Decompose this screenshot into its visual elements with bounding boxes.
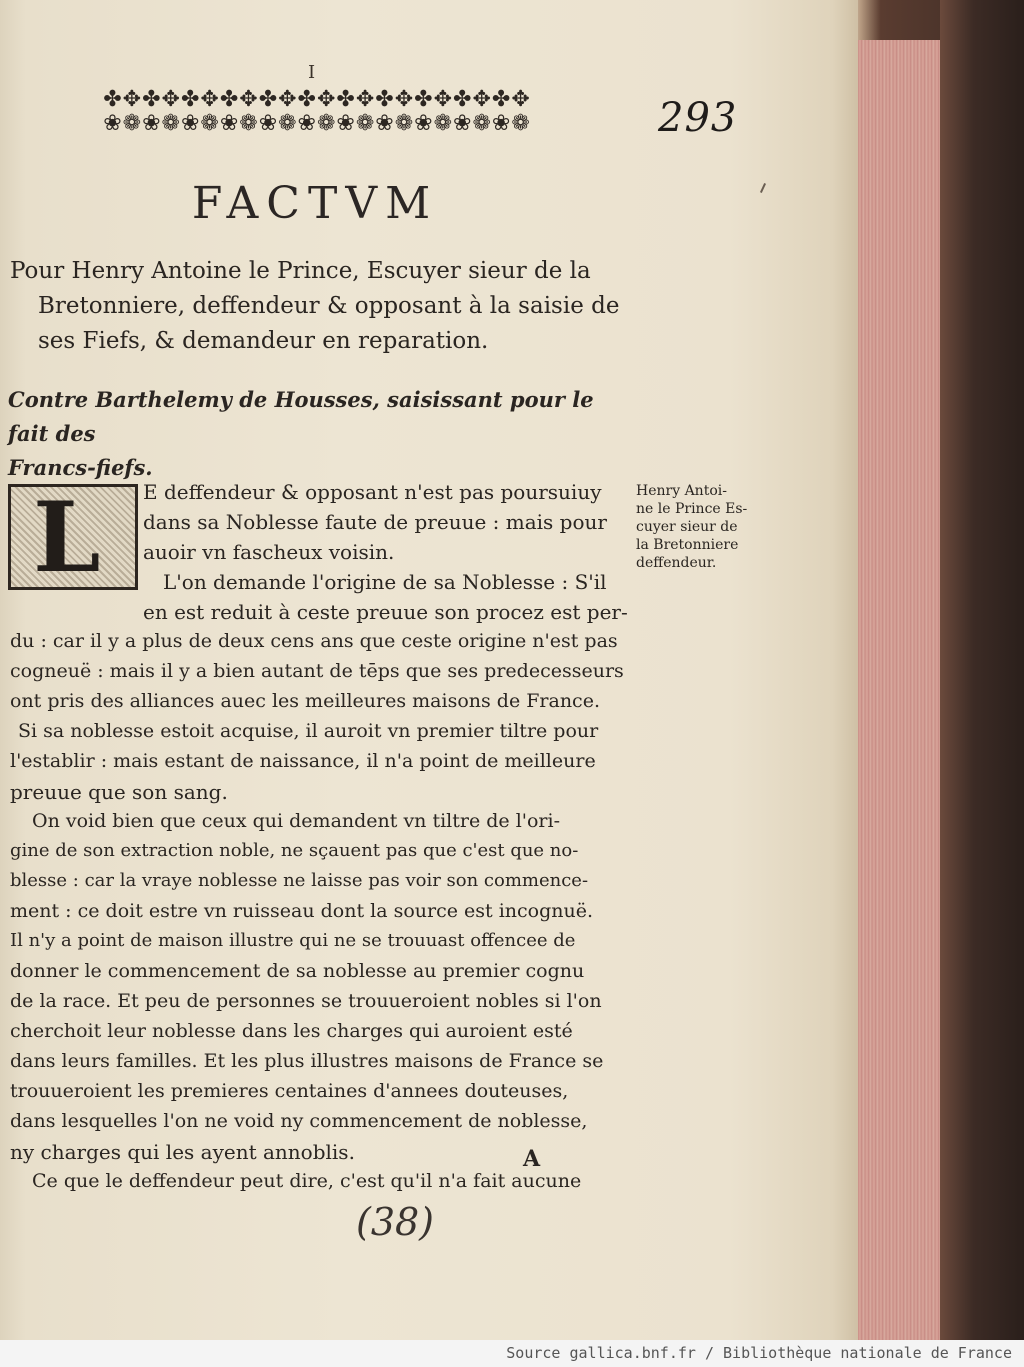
handwritten-number: (38) [356,1200,435,1244]
body-line: dans sa Noblesse faute de preuue : mais pour [143,510,607,534]
margin-note-line: cuyer sieur de [636,519,738,535]
page-edges [858,40,940,1340]
body-line: On void bien que ceux qui demandent vn tiltre de l'ori- [32,810,561,832]
subheading-line-1: Contre Barthelemy de Housses, saisissant pour le fait des [8,387,594,446]
heading-line-2: Bretonniere, deffendeur & opposant à la saisie de [38,293,620,319]
body-line: blesse : car la vraye noblesse ne laisse pas voir son commence- [10,870,589,891]
source-credit: Source gallica.bnf.fr / Bibliothèque nationale de France [506,1344,1012,1362]
body-line: auoir vn fascheux voisin. [143,540,395,564]
book-cover [940,0,1024,1340]
source-bar [0,1340,1024,1367]
body-line: Si sa noblesse estoit acquise, il auroit vn premier tiltre pour [18,720,599,742]
margin-note-line: la Bretonniere [636,537,739,553]
ornament-row-2: ❀❁❀❁❀❁❀❁❀❁❀❁❀❁❀❁❀❁❀❁❀❁ [103,111,531,136]
margin-note-line: Henry Antoi- [636,483,727,499]
subheading [8,383,630,485]
body-line: E deffendeur & opposant n'est pas poursuiuy [143,480,602,504]
ornament-band [6,88,628,138]
ink-mark [760,183,766,193]
margin-note-line: ne le Prince Es- [636,501,748,517]
body-line: ny charges qui les ayent annoblis. [10,1140,355,1164]
body-line: ont pris des alliances auec les meilleures maisons de France. [10,690,600,712]
heading [10,254,630,359]
body-line: dans lesquelles l'on ne void ny commencement de noblesse, [10,1110,588,1132]
margin-note [636,482,776,572]
signature-mark: I [308,62,316,83]
ornament-row-1: ✤✥✤✥✤✥✤✥✤✥✤✥✤✥✤✥✤✥✤✥✤✥ [103,88,531,112]
body-line: cherchoit leur noblesse dans les charges qui auroient esté [10,1020,573,1042]
body-line: ment : ce doit estre vn ruisseau dont la source est incognuë. [10,900,594,922]
body-line: dans leurs familles. Et les plus illustres maisons de France se [10,1050,604,1072]
body-line: donner le commencement de sa noblesse au premier cognu [10,960,585,982]
body-line: l'establir : mais estant de naissance, il n'a point de meilleure [10,750,596,772]
body-line: trouueroient les premieres centaines d'annees douteuses, [10,1080,569,1102]
body-line: L'on demande l'origine de sa Noblesse : S'il [163,570,607,594]
heading-line-1: Pour Henry Antoine le Prince, Escuyer sieur de la [10,258,591,284]
page-title: FACTVM [191,178,439,229]
decorated-initial [8,481,138,594]
body-line: Ce que le deffendeur peut dire, c'est qu'il n'a fait aucune [32,1170,582,1192]
body-line: cogneuë : mais il y a bien autant de tēps que ses predecesseurs [10,660,624,682]
heading-line-3: ses Fiefs, & demandeur en reparation. [38,328,489,354]
body-line: Il n'y a point de maison illustre qui ne se trouuast offencee de [10,930,576,951]
body-line: du : car il y a plus de deux cens ans que ceste origine n'est pas [10,630,618,652]
body-line: preuue que son sang. [10,780,228,804]
body-line: en est reduit à ceste preuue son procez est per- [143,600,628,624]
body-line: gine de son extraction noble, ne sçauent pas que c'est que no- [10,840,579,861]
drop-cap-letter: L [33,481,101,594]
subheading-line-2: Francs-fiefs. [8,455,153,480]
catchword: A [523,1146,541,1172]
margin-note-line: deffendeur. [636,555,717,571]
body-line: de la race. Et peu de personnes se trouueroient nobles si l'on [10,990,602,1012]
folio-number: 293 [658,95,738,141]
